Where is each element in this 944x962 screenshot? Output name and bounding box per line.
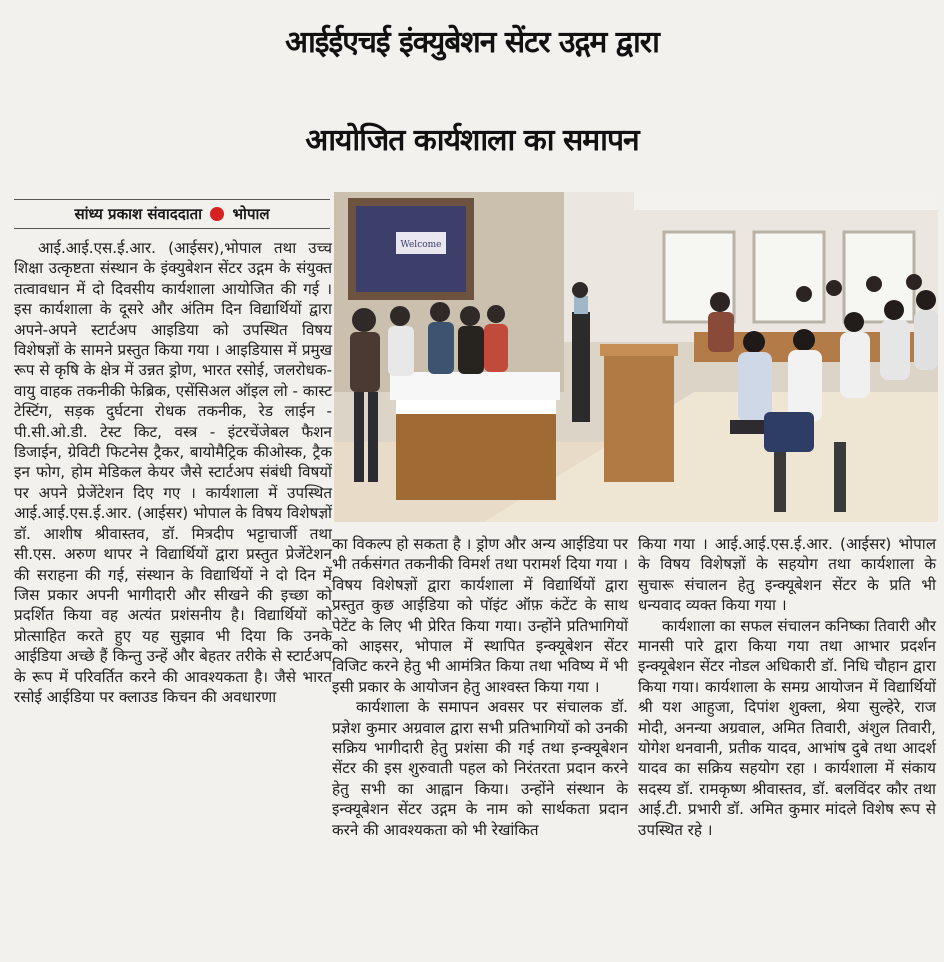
article-column-3: [638, 534, 936, 840]
event-photo-illustration: [334, 192, 938, 522]
article-column-2: [332, 534, 628, 840]
event-photo: [334, 192, 938, 522]
byline-city: भोपाल: [232, 205, 270, 223]
byline: [14, 199, 330, 229]
article-paragraph: कार्यशाला का सफल संचालन कनिष्का तिवारी और मानसी पारे द्वारा किया गया तथा आभार प्रदर्शन इन्क्यूबेशन सेंटर नोडल अधिकारी डॉ. निधि चौहान द्वारा किया गया। कार्यशाला के समग्र आयोजन में विद्यार्थियों श्री यश आहुजा, दिपांश शुक्ला, श्रेया सुल्हेरे, राज मोदी, अनन्या अग्रवाल, अमित तिवारी, अंशुल तिवारी, योगेश थनवानी, प्रतीक यादव, आभांष दुबे तथा आदर्श यादव का सक्रिय सहयोग रहा । कार्यशाला में संकाय सदस्य डॉ. रामकृष्ण श्रीवास्तव, डॉ. बलविंदर कौर तथा आई.टी. प्रभारी डॉ. अमित कुमार मांदले विशेष रूप से उपस्थित रहे ।: [638, 616, 936, 839]
article-paragraph: आई.आई.एस.ई.आर. (आईसर),भोपाल तथा उच्च शिक्षा उत्कृष्टता संस्थान के इंक्युबेशन सेंटर उद्गम के संयुक्त तत्वावधान में दो दिवसीय कार्यशाला आयोजित की गई । इस कार्यशाला के दूसरे और अंतिम दिन विद्यार्थियों द्वारा अपने-अपने स्टार्टअप आइडिया को उपस्थित विषय विशेषज्ञों के सामने प्रस्तुत किया गया । आइडियास में प्रमुख रूप से कृषि के क्षेत्र में उन्नत ड्रोण, भारत रसोई, जलरोधक-वायु वाहक तकनीकी फेब्रिक, एसेंसिअल ऑइल लो - कास्ट टेस्टिंग, सड़क दुर्घटना रोधक तकनीक, रेड लाईन - पी.सी.ओ.डी. टेस्ट किट, वस्त्र - इंटरचेंजेबल फैशन डिजाईन, ग्रेविटी फिटनेस ट्रैकर, बायोमैट्रिक कीओस्क, ट्रैक इन फोग, होम मेडिकल केयर जैसे स्टार्टअप संबंधी विषयों पर अपने प्रेजेंटेशन दिए गए । कार्यशाला में उपस्थित आई.आई.एस.ई.आर. (आईसर) भोपाल के विषय विशेषज्ञों डॉ. आशीष श्रीवास्तव, डॉ. मित्रदीप भट्टाचार्जी तथा सी.एस. अरुण थापर ने विद्यार्थियों द्वारा प्रस्तुत प्रेजेंटेशन की सराहना की गई, संस्थान के विद्यार्थियों ने दो दिन में जिस प्रकार अपनी भागीदारी और सीखने की इच्छा को प्रदर्शित किया वह अत्यंत प्रशंसनीय है। विद्यार्थियों को प्रोत्साहित करते हुए यह सुझाव भी दिया कि उनके आईडिया अच्छे हैं किन्तु उन्हें और बेहतर तरीके से स्टार्टअप के रूप में परिवर्तित करने की आवश्यकता है। जैसे भारत रसोई आईडिया पर क्लाउड किचन की अवधारणा: [14, 239, 332, 706]
article-paragraph: का विकल्प हो सकता है । ड्रोण और अन्य आईडिया पर भी तर्कसंगत तकनीकी विमर्श तथा परामर्श दिया गया । विषय विशेषज्ञों द्वारा कार्यशाला में विद्यार्थियों द्वारा प्रस्तुत कुछ आईडिया को पॉइंट ऑफ़ कंटेंट के साथ पेटेंट के लिए भी प्रेरित किया गया। उन्होंने प्रतिभागियों को आइसर, भोपाल में स्थापित इन्क्यूबेशन सेंटर विजिट करने हेतु भी आमंत्रित किया तथा भविष्य में भी इसी प्रकार के आयोजन हेतु आश्वस्त किया गया ।: [332, 535, 628, 696]
headline-line-2: आयोजित कार्यशाला का समापन: [305, 123, 639, 158]
byline-reporter: सांध्य प्रकाश संवाददाता: [74, 205, 203, 223]
article-paragraph: कार्यशाला के समापन अवसर पर संचालक डॉ. प्रज्ञेश कुमार अग्रवाल द्वारा सभी प्रतिभागियों को उनकी सक्रिय भागीदारी हेतु प्रशंसा की गई तथा इन्क्यूबेशन सेंटर की इस शुरुवाती पहल को निरंतरता प्रदान करने हेतु सभी का आह्वान किया। उन्होंने संस्थान के इन्क्यूबेशन सेंटर उद्गम के नाम को सार्थकता प्रदान करने की आवश्यकता को भी रेखांकित: [332, 698, 628, 839]
headline-line-1: आईईएचई इंक्युबेशन सेंटर उद्गम द्वारा: [285, 25, 659, 60]
banner-text: Welcome: [400, 240, 442, 250]
bullet-dot-icon: [210, 207, 224, 221]
article-column-1: [14, 238, 332, 707]
article-paragraph: किया गया । आई.आई.एस.ई.आर. (आईसर) भोपाल के विषय विशेषज्ञों के सहयोग तथा कार्यशाला के सुचारू संचालन हेतु इन्क्यूबेशन सेंटर के प्रति भी धन्यवाद व्यक्त किया गया ।: [638, 535, 936, 615]
